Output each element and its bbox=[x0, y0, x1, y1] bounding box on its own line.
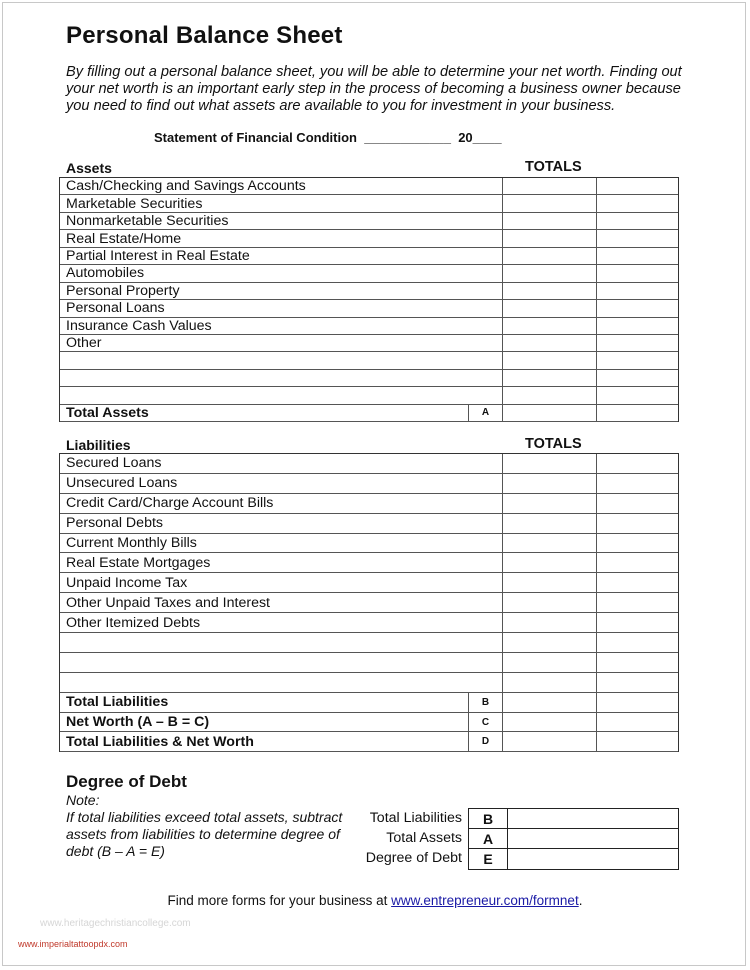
amount-cell[interactable] bbox=[503, 573, 596, 592]
table-row bbox=[60, 370, 678, 387]
amount-cell[interactable] bbox=[503, 713, 596, 732]
total-cell[interactable] bbox=[597, 514, 678, 533]
row-label: Unpaid Income Tax bbox=[66, 574, 188, 591]
row-label: Other Itemized Debts bbox=[66, 614, 201, 631]
statement-year[interactable]: 20____ bbox=[458, 130, 502, 145]
assets-totals-heading: TOTALS bbox=[525, 159, 582, 175]
liabilities-table bbox=[59, 453, 679, 752]
table-row bbox=[60, 653, 678, 673]
table-row bbox=[60, 352, 678, 369]
footer-suffix: . bbox=[578, 893, 583, 908]
row-label: Personal Debts bbox=[66, 515, 163, 532]
total-cell[interactable] bbox=[597, 405, 678, 421]
footer-link[interactable]: www.entrepreneur.com/formnet bbox=[391, 893, 579, 908]
row-letter: D bbox=[481, 736, 490, 748]
assets-heading: Assets bbox=[66, 160, 112, 176]
amount-cell[interactable] bbox=[503, 514, 596, 533]
amount-cell[interactable] bbox=[503, 474, 596, 493]
table-row bbox=[60, 613, 678, 633]
total-cell[interactable] bbox=[597, 300, 678, 316]
table-row bbox=[60, 633, 678, 653]
amount-cell[interactable] bbox=[503, 265, 596, 281]
statement-date-blank[interactable]: ____________ bbox=[364, 130, 451, 145]
total-cell[interactable] bbox=[597, 265, 678, 281]
assets-table bbox=[59, 177, 679, 422]
amount-cell[interactable] bbox=[503, 300, 596, 316]
amount-cell[interactable] bbox=[503, 633, 596, 652]
amount-cell[interactable] bbox=[503, 593, 596, 612]
table-row bbox=[60, 335, 678, 352]
row-label: Total Assets bbox=[66, 404, 149, 421]
total-cell[interactable] bbox=[597, 318, 678, 334]
total-cell[interactable] bbox=[597, 713, 678, 732]
total-cell[interactable] bbox=[597, 553, 678, 572]
debt-row-b[interactable] bbox=[469, 809, 678, 829]
amount-cell[interactable] bbox=[503, 673, 596, 692]
table-row bbox=[60, 213, 678, 230]
total-cell[interactable] bbox=[597, 230, 678, 246]
total-cell[interactable] bbox=[597, 248, 678, 264]
total-cell[interactable] bbox=[597, 352, 678, 368]
table-row bbox=[60, 230, 678, 247]
amount-cell[interactable] bbox=[503, 494, 596, 513]
total-cell[interactable] bbox=[597, 387, 678, 403]
table-row bbox=[60, 195, 678, 212]
row-label: Total Liabilities bbox=[66, 694, 169, 711]
amount-cell[interactable] bbox=[503, 454, 596, 473]
row-letter: C bbox=[481, 716, 490, 728]
amount-cell[interactable] bbox=[503, 178, 596, 194]
footer bbox=[0, 893, 750, 908]
total-cell[interactable] bbox=[597, 370, 678, 386]
total-cell[interactable] bbox=[597, 335, 678, 351]
faint-watermark: www.heritagechristiancollege.com bbox=[40, 918, 191, 929]
table-row bbox=[60, 553, 678, 573]
footer-text: Find more forms for your business at bbox=[167, 893, 392, 908]
row-label: Other Unpaid Taxes and Interest bbox=[66, 594, 270, 611]
amount-cell[interactable] bbox=[503, 283, 596, 299]
table-row bbox=[60, 283, 678, 300]
table-row bbox=[60, 732, 678, 752]
row-label: Real Estate Mortgages bbox=[66, 554, 211, 571]
table-row bbox=[60, 673, 678, 693]
debt-label-total-assets: Total Assets bbox=[386, 830, 462, 846]
row-label: Personal Property bbox=[66, 282, 180, 299]
debt-label-total-liabilities: Total Liabilities bbox=[369, 810, 462, 826]
row-label: Nonmarketable Securities bbox=[66, 213, 229, 230]
row-label: Other bbox=[66, 335, 102, 352]
table-row bbox=[60, 405, 678, 422]
total-cell[interactable] bbox=[597, 178, 678, 194]
table-row bbox=[60, 387, 678, 404]
total-cell[interactable] bbox=[597, 454, 678, 473]
amount-cell[interactable] bbox=[503, 213, 596, 229]
table-row bbox=[60, 474, 678, 494]
amount-cell[interactable] bbox=[503, 553, 596, 572]
total-cell[interactable] bbox=[597, 693, 678, 712]
table-row bbox=[60, 534, 678, 554]
total-cell[interactable] bbox=[597, 613, 678, 632]
table-row bbox=[60, 514, 678, 534]
row-label: Marketable Securities bbox=[66, 195, 203, 212]
row-label: Insurance Cash Values bbox=[66, 317, 212, 334]
row-label: Net Worth (A – B = C) bbox=[66, 714, 210, 731]
amount-cell[interactable] bbox=[503, 352, 596, 368]
total-cell[interactable] bbox=[597, 195, 678, 211]
debt-letter-a: A bbox=[469, 829, 508, 848]
table-row bbox=[60, 494, 678, 514]
debt-row-a[interactable] bbox=[469, 829, 678, 849]
amount-cell[interactable] bbox=[503, 370, 596, 386]
total-cell[interactable] bbox=[597, 213, 678, 229]
debt-letter-b: B bbox=[469, 809, 508, 828]
table-row bbox=[60, 454, 678, 474]
total-cell[interactable] bbox=[597, 534, 678, 553]
total-cell[interactable] bbox=[597, 673, 678, 692]
amount-cell[interactable] bbox=[503, 230, 596, 246]
amount-cell[interactable] bbox=[503, 613, 596, 632]
note-text: If total liabilities exceed total assets, subtract assets from liabilities to determine degree of debt (B – A = E) bbox=[66, 809, 343, 859]
total-cell[interactable] bbox=[597, 494, 678, 513]
table-row bbox=[60, 300, 678, 317]
amount-cell[interactable] bbox=[503, 248, 596, 264]
degree-of-debt-title: Degree of Debt bbox=[66, 772, 187, 791]
row-label: Automobiles bbox=[66, 265, 145, 282]
table-row bbox=[60, 693, 678, 713]
table-row bbox=[60, 248, 678, 265]
row-label: Real Estate/Home bbox=[66, 230, 182, 247]
total-cell[interactable] bbox=[597, 573, 678, 592]
table-row bbox=[60, 573, 678, 593]
row-label: Current Monthly Bills bbox=[66, 535, 197, 551]
amount-cell[interactable] bbox=[503, 693, 596, 712]
row-label: Total Liabilities & Net Worth bbox=[66, 733, 254, 750]
amount-cell[interactable] bbox=[503, 335, 596, 351]
row-label: Partial Interest in Real Estate bbox=[66, 247, 250, 264]
watermark-url: www.imperialtattoopdx.com bbox=[18, 939, 128, 949]
intro-paragraph: By filling out a personal balance sheet, you will be able to determine your net worth. Finding out your net worth is an important early step in the process of becoming a business owner because you need to find out what assets are available to you for investment in your business. bbox=[66, 64, 682, 114]
row-label: Secured Loans bbox=[66, 455, 162, 472]
total-cell[interactable] bbox=[597, 283, 678, 299]
row-label: Unsecured Loans bbox=[66, 475, 178, 492]
page-title: Personal Balance Sheet bbox=[66, 22, 343, 49]
debt-label-degree-of-debt: Degree of Debt bbox=[365, 850, 462, 866]
total-cell[interactable] bbox=[597, 593, 678, 612]
table-row bbox=[60, 593, 678, 613]
debt-row-e[interactable] bbox=[469, 849, 678, 869]
statement-line bbox=[154, 130, 502, 145]
amount-cell[interactable] bbox=[503, 318, 596, 334]
liabilities-heading: Liabilities bbox=[66, 437, 131, 453]
degree-of-debt-box bbox=[468, 808, 679, 870]
table-row bbox=[60, 178, 678, 195]
table-row bbox=[60, 318, 678, 335]
table-row bbox=[60, 265, 678, 282]
row-letter: A bbox=[481, 407, 490, 419]
note-label: Note: bbox=[66, 792, 100, 808]
amount-cell[interactable] bbox=[503, 405, 596, 421]
liabilities-totals-heading: TOTALS bbox=[525, 436, 582, 452]
amount-cell[interactable] bbox=[503, 195, 596, 211]
row-label: Credit Card/Charge Account Bills bbox=[66, 495, 274, 512]
amount-cell[interactable] bbox=[503, 534, 596, 553]
total-cell[interactable] bbox=[597, 474, 678, 493]
row-label: Personal Loans bbox=[66, 300, 165, 317]
amount-cell[interactable] bbox=[503, 653, 596, 672]
amount-cell[interactable] bbox=[503, 387, 596, 403]
total-cell[interactable] bbox=[597, 653, 678, 672]
total-cell[interactable] bbox=[597, 732, 678, 751]
row-letter: B bbox=[481, 696, 490, 708]
row-label: Cash/Checking and Savings Accounts bbox=[66, 178, 306, 195]
total-cell[interactable] bbox=[597, 633, 678, 652]
table-row bbox=[60, 713, 678, 733]
debt-letter-e: E bbox=[469, 849, 508, 869]
statement-label: Statement of Financial Condition bbox=[154, 130, 357, 145]
amount-cell[interactable] bbox=[503, 732, 596, 751]
